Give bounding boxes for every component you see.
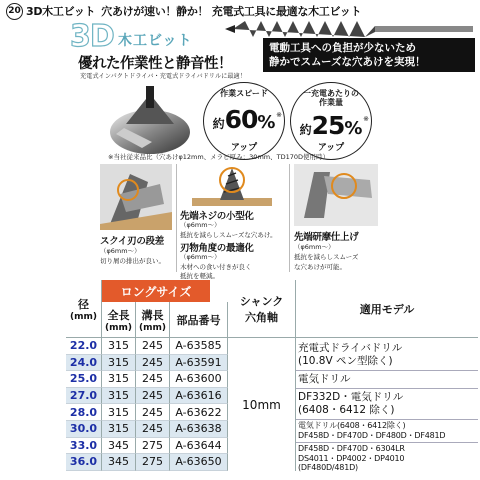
feature-3-desc-2: な穴あけが可能。	[294, 263, 346, 271]
row-total-length: 345	[102, 454, 136, 471]
headline: 優れた作業性と静音性！	[78, 56, 232, 72]
logo-subtitle: 木工ビット	[118, 33, 193, 49]
volume-badge-mark: ※	[363, 115, 369, 123]
volume-badge	[290, 82, 372, 160]
row-total-length: 315	[102, 388, 136, 405]
diameter-label: 径	[78, 297, 89, 311]
model-1a: 充電式ドライバドリル	[298, 342, 403, 354]
model-rule-1	[296, 370, 478, 371]
product-title: 3D木工ビット	[26, 5, 96, 18]
shank-value: 10mm	[228, 338, 296, 471]
row-groove-length: 245	[136, 388, 170, 405]
col-header-model: 適用モデル	[296, 280, 478, 338]
row-groove-length: 245	[136, 355, 170, 372]
cutter-step-photo	[100, 164, 172, 230]
panel-divider-1	[176, 164, 177, 272]
volume-badge-suffix: アップ	[317, 143, 345, 153]
feature-2-note-1: （φ6mm〜）	[180, 221, 221, 229]
total-length-label: 全長	[107, 308, 130, 322]
model-5c: (DF480D/481D)	[298, 463, 358, 472]
feature-1-title: スクイ刃の段差	[100, 236, 164, 247]
speed-badge-number: 60	[224, 105, 258, 134]
model-4a: 電気ドリル(6408・6412除く)	[298, 421, 406, 430]
speed-badge-unit: %	[257, 112, 276, 133]
row-groove-length: 275	[136, 454, 170, 471]
polished-tip-photo	[294, 164, 378, 226]
headline-sub: 充電式インパクトドライバ・充電式ドライバドリルに最適！	[80, 73, 246, 80]
groove-length-label: 溝長	[141, 308, 164, 322]
long-size-label: ロングサイズ	[102, 280, 210, 302]
bit-tip-photo	[102, 84, 198, 156]
row-groove-length: 245	[136, 421, 170, 438]
row-total-length: 315	[102, 404, 136, 421]
feature-3-note: （φ6mm〜）	[294, 243, 335, 251]
row-total-length: 315	[102, 338, 136, 355]
product-tagline: 穴あけが速い！静か！ 充電式工具に最適な木工ビット	[101, 5, 362, 18]
row-groove-length: 275	[136, 438, 170, 455]
item-number-badge: 20	[6, 3, 23, 20]
row-part-number: A-63650	[170, 454, 228, 471]
feature-2-desc-2b: 抵抗を軽減。	[180, 272, 219, 280]
panel-divider-2	[289, 164, 290, 272]
row-diameter: 27.0	[66, 388, 102, 405]
model-5b: DS4011・DP4002・DP4010	[298, 453, 405, 463]
volume-badge-label-1: 一充電あたりの	[303, 89, 359, 98]
callout-line-2: 静かでスムーズな穴あけを実現！	[269, 56, 426, 68]
speed-badge	[203, 82, 285, 160]
row-groove-length: 245	[136, 371, 170, 388]
model-3b: (6408・6412 除く)	[298, 404, 395, 416]
model-rule-4	[296, 442, 478, 443]
row-part-number: A-63644	[170, 438, 228, 455]
feature-2-desc-2a: 木材への食い付きが良く	[180, 263, 252, 271]
col-header-total-length	[102, 302, 136, 338]
total-length-unit: (mm)	[105, 322, 132, 333]
volume-badge-prefix: 約	[299, 123, 312, 137]
shank-label-2: 六角軸	[245, 310, 278, 324]
row-diameter: 24.0	[66, 355, 102, 372]
row-diameter: 25.0	[66, 371, 102, 388]
feature-1-note: （φ6mm〜）	[100, 247, 141, 255]
row-total-length: 315	[102, 355, 136, 372]
feature-3-desc-1: 抵抗を減らしスムーズ	[294, 253, 359, 261]
row-diameter: 36.0	[66, 454, 102, 471]
model-4b: DF458D・DF470D・DF480D・DF481D	[298, 431, 446, 440]
row-total-length: 315	[102, 421, 136, 438]
feature-2-title-2: 刃物角度の最適化	[180, 243, 254, 254]
col-header-groove-length	[136, 302, 170, 338]
model-1b: (10.8V ペン型除く)	[298, 355, 393, 367]
callout-box	[263, 38, 475, 72]
feature-2-title-1: 先端ネジの小型化	[180, 211, 254, 222]
callout-line-1: 電動工具への負担が少ないため	[269, 42, 416, 54]
row-part-number: A-63585	[170, 338, 228, 355]
speed-badge-mark: ※	[276, 111, 282, 119]
comparison-footnote: ※当社従来品比（穴あけφ12mm、メラピ厚み：30mm、TD170D使用時）	[108, 153, 329, 161]
volume-badge-label-2: 作業量	[319, 98, 343, 107]
model-rule-3	[296, 419, 478, 420]
spec-table	[66, 280, 478, 480]
row-part-number: A-63591	[170, 355, 228, 372]
speed-badge-value	[204, 105, 284, 134]
groove-length-unit: (mm)	[139, 322, 166, 333]
small-screw-tip-photo	[192, 164, 272, 206]
row-diameter: 22.0	[66, 338, 102, 355]
col-header-part-number: 部品番号	[170, 302, 228, 338]
row-total-length: 315	[102, 371, 136, 388]
speed-badge-label: 作業スピード	[220, 89, 268, 98]
row-groove-length: 245	[136, 338, 170, 355]
volume-badge-value	[291, 111, 371, 140]
model-rule-2	[296, 388, 478, 389]
row-part-number: A-63638	[170, 421, 228, 438]
row-total-length: 345	[102, 438, 136, 455]
shank-label-1: シャンク	[239, 294, 284, 308]
col-header-shank	[228, 280, 296, 338]
row-diameter: 33.0	[66, 438, 102, 455]
diameter-unit: (mm)	[70, 311, 97, 322]
row-groove-length: 245	[136, 404, 170, 421]
speed-badge-prefix: 約	[212, 117, 225, 131]
volume-badge-unit: %	[344, 118, 363, 139]
speed-badge-suffix: アップ	[230, 143, 258, 153]
feature-2-desc-1: 抵抗を減らしスムーズな穴あけ。	[180, 231, 277, 239]
row-diameter: 30.0	[66, 421, 102, 438]
logo-3d: 3D	[70, 19, 114, 54]
feature-2-note-2: （φ6mm〜）	[180, 253, 221, 261]
volume-badge-number: 25	[311, 111, 345, 140]
row-part-number: A-63616	[170, 388, 228, 405]
model-3a: DF332D・電気ドリル	[298, 391, 404, 403]
row-part-number: A-63622	[170, 404, 228, 421]
row-part-number: A-63600	[170, 371, 228, 388]
volume-badge-label	[291, 89, 371, 107]
row-diameter: 28.0	[66, 404, 102, 421]
model-2: 電気ドリル	[298, 373, 351, 385]
feature-1-desc: 切り屑の排出が良い。	[100, 257, 165, 265]
feature-3-title: 先端研摩仕上げ	[294, 232, 359, 243]
col-header-diameter	[66, 280, 102, 338]
model-5a: DF458D・DF470D・6304LR	[298, 444, 405, 453]
